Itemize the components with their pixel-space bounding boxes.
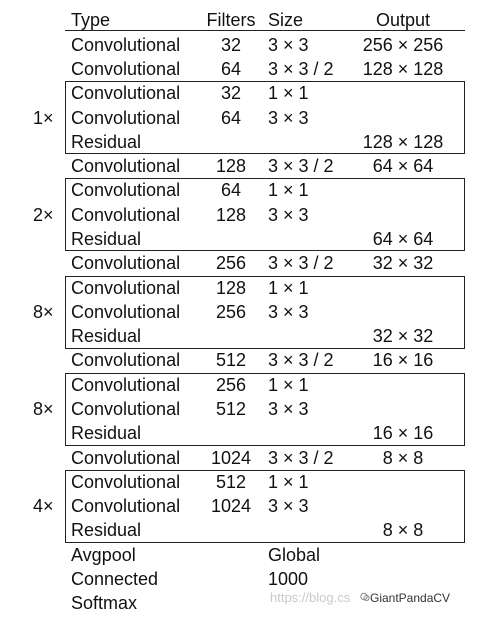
- layer-size: 1 × 1: [268, 278, 309, 298]
- table-row: [0, 203, 485, 227]
- header-divider: [65, 30, 465, 31]
- header-size: Size: [268, 10, 304, 30]
- layer-type: Residual: [71, 132, 142, 152]
- layer-filters: 1024: [210, 448, 252, 468]
- table-row: [0, 324, 485, 348]
- layer-type: Convolutional: [71, 375, 181, 395]
- layer-type: Convolutional: [71, 399, 181, 419]
- layer-output: 8 × 8: [382, 520, 424, 540]
- layer-output: 16 × 16: [372, 423, 434, 443]
- table-row: [0, 446, 485, 470]
- layer-type: Convolutional: [71, 156, 181, 176]
- header-output: Output: [375, 10, 431, 30]
- table-row: [0, 518, 485, 542]
- table-row: [0, 348, 485, 372]
- layer-type: Residual: [71, 229, 142, 249]
- layer-type: Avgpool: [71, 545, 136, 565]
- layer-output: 128 × 128: [362, 132, 444, 152]
- layer-size: 3 × 3: [268, 302, 309, 322]
- table-row: [0, 397, 485, 421]
- layer-filters: 512: [215, 399, 247, 419]
- layer-output: 128 × 128: [362, 59, 444, 79]
- layer-filters: 256: [215, 253, 247, 273]
- layer-filters: 64: [220, 59, 242, 79]
- header-filters: Filters: [206, 10, 256, 30]
- block-multiplier: 4×: [33, 496, 54, 516]
- layer-type: Convolutional: [71, 350, 181, 370]
- table-row: [0, 130, 485, 154]
- layer-size: 3 × 3 / 2: [268, 156, 334, 176]
- layer-filters: 32: [220, 83, 242, 103]
- layer-type: Connected: [71, 569, 159, 589]
- layer-type: Convolutional: [71, 496, 181, 516]
- watermark-url: https://blog.cs: [270, 590, 351, 605]
- table-row: [0, 227, 485, 251]
- layer-output: 32 × 32: [372, 326, 434, 346]
- layer-filters: 64: [220, 180, 242, 200]
- layer-filters: 64: [220, 108, 242, 128]
- layer-filters: 256: [215, 375, 247, 395]
- layer-size: 3 × 3: [268, 496, 309, 516]
- layer-size: 3 × 3 / 2: [268, 253, 334, 273]
- layer-filters: 1024: [210, 496, 252, 516]
- layer-filters: 32: [220, 35, 242, 55]
- table-row: [0, 276, 485, 300]
- table-row: [0, 106, 485, 130]
- layer-type: Convolutional: [71, 278, 181, 298]
- layer-size: Global: [268, 545, 321, 565]
- layer-filters: 128: [215, 278, 247, 298]
- table-row: [0, 470, 485, 494]
- layer-size: 1 × 1: [268, 472, 309, 492]
- layer-type: Convolutional: [71, 253, 181, 273]
- layer-type: Convolutional: [71, 472, 181, 492]
- layer-output: 8 × 8: [382, 448, 424, 468]
- layer-type: Convolutional: [71, 35, 181, 55]
- layer-type: Convolutional: [71, 108, 181, 128]
- layer-type: Residual: [71, 423, 142, 443]
- header-type: Type: [71, 10, 111, 30]
- layer-type: Convolutional: [71, 180, 181, 200]
- layer-size: 3 × 3: [268, 399, 309, 419]
- layer-size: 1 × 1: [268, 83, 309, 103]
- layer-type: Convolutional: [71, 448, 181, 468]
- table-row: [0, 494, 485, 518]
- layer-output: 64 × 64: [372, 229, 434, 249]
- layer-filters: 512: [215, 472, 247, 492]
- block-multiplier: 2×: [33, 205, 54, 225]
- layer-size: 3 × 3: [268, 108, 309, 128]
- layer-type: Residual: [71, 520, 142, 540]
- layer-filters: 512: [215, 350, 247, 370]
- layer-filters: 128: [215, 205, 247, 225]
- layer-size: 1 × 1: [268, 375, 309, 395]
- table-row: [0, 300, 485, 324]
- table-row: [0, 57, 485, 81]
- layer-filters: 256: [215, 302, 247, 322]
- layer-output: 16 × 16: [372, 350, 434, 370]
- layer-type: Convolutional: [71, 59, 181, 79]
- layer-size: 3 × 3: [268, 35, 309, 55]
- header-row: [0, 8, 485, 32]
- block-multiplier: 8×: [33, 302, 54, 322]
- block-multiplier: 8×: [33, 399, 54, 419]
- layer-filters: 128: [215, 156, 247, 176]
- layer-size: 3 × 3 / 2: [268, 448, 334, 468]
- table-row: [0, 373, 485, 397]
- table-row: [0, 251, 485, 275]
- layer-type: Convolutional: [71, 302, 181, 322]
- layer-size: 1 × 1: [268, 180, 309, 200]
- layer-type: Convolutional: [71, 83, 181, 103]
- table-row: [0, 33, 485, 57]
- layer-size: 3 × 3 / 2: [268, 350, 334, 370]
- layer-type: Residual: [71, 326, 142, 346]
- layer-output: 64 × 64: [372, 156, 434, 176]
- table-row: [0, 543, 485, 567]
- block-multiplier: 1×: [33, 108, 54, 128]
- table-row: [0, 81, 485, 105]
- table-row: [0, 567, 485, 591]
- layer-output: 32 × 32: [372, 253, 434, 273]
- watermark-brand: GiantPandaCV: [370, 591, 451, 605]
- layer-output: 256 × 256: [362, 35, 444, 55]
- table-row: [0, 178, 485, 202]
- layer-size: 3 × 3: [268, 205, 309, 225]
- layer-type: Convolutional: [71, 205, 181, 225]
- layer-size: 1000: [268, 569, 309, 589]
- table-row: [0, 421, 485, 445]
- layer-type: Softmax: [71, 593, 138, 613]
- wechat-icon: [360, 592, 370, 602]
- table-row: [0, 154, 485, 178]
- layer-size: 3 × 3 / 2: [268, 59, 334, 79]
